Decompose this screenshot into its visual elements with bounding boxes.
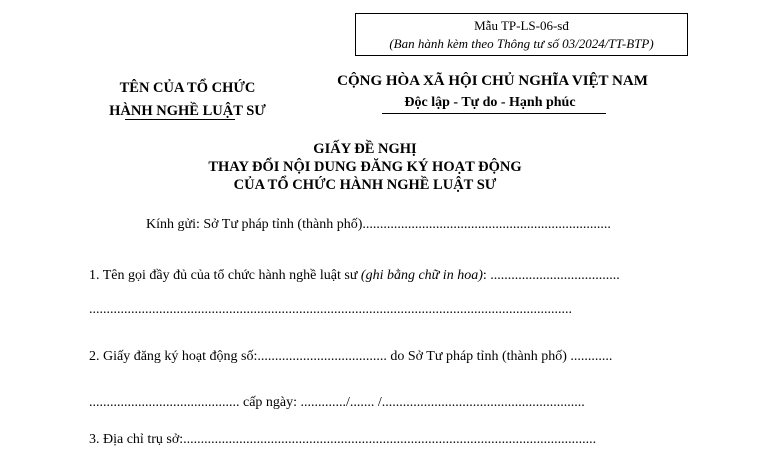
organization-name-line2: HÀNH NGHỀ LUẬT SƯ (109, 103, 266, 119)
document-title-line1: GIẤY ĐỀ NGHỊ (313, 141, 417, 157)
recipient-line: Kính gửi: Sở Tư pháp tỉnh (thành phố)....................................................................... (146, 217, 611, 232)
national-title: CỘNG HÒA XÃ HỘI CHỦ NGHĨA VIỆT NAM (337, 73, 648, 89)
form-code: Mẫu TP-LS-06-sđ (474, 18, 569, 33)
document-title-line3: CỦA TỔ CHỨC HÀNH NGHỀ LUẬT SƯ (233, 177, 497, 193)
motto-underline (382, 113, 606, 114)
item-1-continuation: .......................................................................................................................................... (89, 302, 572, 317)
form-code-box (355, 13, 688, 56)
organization-name-line1: TÊN CỦA TỔ CHỨC (119, 80, 256, 96)
organization-underline (125, 119, 235, 120)
form-issuance-note: (Ban hành kèm theo Thông tư số 03/2024/TT-BTP) (389, 36, 654, 51)
document-title-line2: THAY ĐỔI NỘI DUNG ĐĂNG KÝ HOẠT ĐỘNG (208, 159, 522, 175)
item-2-continuation: ........................................... cấp ngày: ............./....... /.......................................................... (89, 395, 585, 410)
item-1-hint: (ghi bằng chữ in hoa) (360, 268, 483, 283)
item-1-fill: : ..................................... (482, 268, 620, 283)
item-1-label: 1. Tên gọi đầy đủ của tổ chức hành nghề luật sư (89, 268, 361, 283)
national-motto: Độc lập - Tự do - Hạnh phúc (404, 95, 576, 110)
item-3-address: 3. Địa chỉ trụ sở:...................................................................................................................... (89, 432, 597, 447)
item-2-registration: 2. Giấy đăng ký hoạt động số:..................................... do Sở Tư pháp tỉnh (thành phố) ............ (89, 349, 613, 364)
item-1-organization-name (89, 268, 620, 284)
